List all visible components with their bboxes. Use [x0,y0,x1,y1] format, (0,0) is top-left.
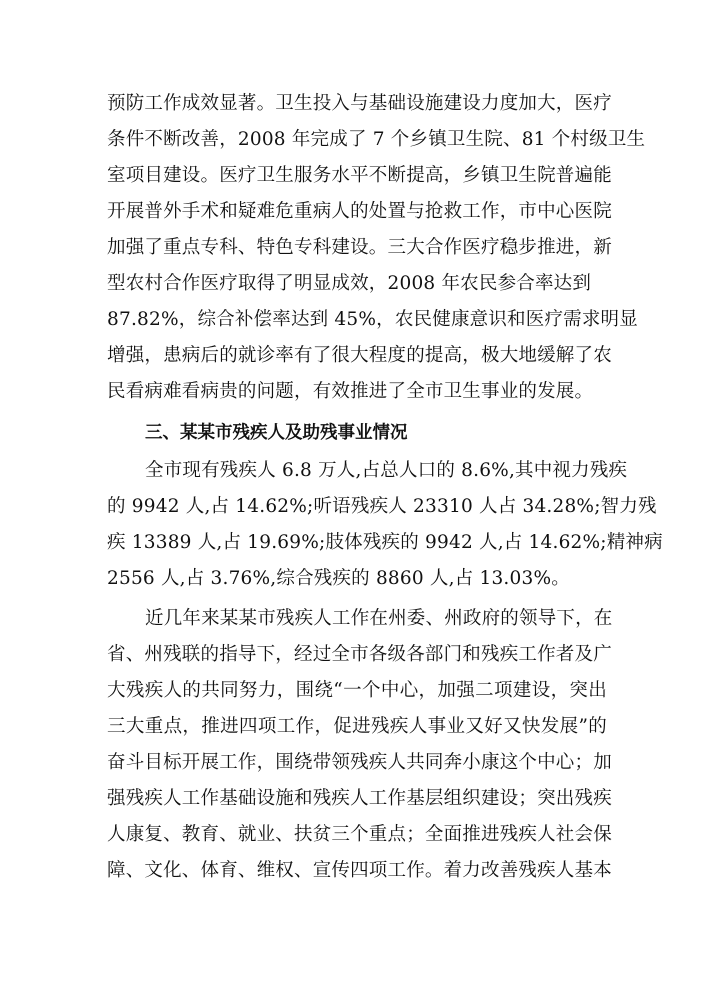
paragraph-1-line: 室项目建设。医疗卫生服务水平不断提高，乡镇卫生院普遍能 [107,165,612,186]
section-heading: 三、某某市残疾人及助残事业情况 [145,423,408,443]
paragraph-3-line: 三大重点，推进四项工作，促进残疾人事业又好又快发展”的 [107,716,607,737]
paragraph-2-line: 的 9942 人,占 14.62%;听语残疾人 23310 人占 34.28%;智力残 [107,496,657,517]
paragraph-3-line: 省、州残联的指导下，经过全市各级各部门和残疾工作者及广 [107,644,612,665]
paragraph-1-line: 条件不断改善，2008 年完成了 7 个乡镇卫生院、81 个村级卫生 [107,129,646,150]
paragraph-1-line: 民看病难看病贵的问题，有效推进了全市卫生事业的发展。 [107,381,594,402]
paragraph-1-line: 加强了重点专科、特色专科建设。三大合作医疗稳步推进，新 [107,237,612,258]
paragraph-2-line: 疾 13389 人,占 19.69%;肢体残疾的 9942 人,占 14.62%;精神病 [107,532,663,553]
paragraph-1-line: 增强，患病后的就诊率有了很大程度的提高，极大地缓解了农 [107,345,612,366]
paragraph-3-line: 人康复、教育、就业、扶贫三个重点；全面推进残疾人社会保 [107,824,612,845]
paragraph-1-line: 预防工作成效显著。卫生投入与基础设施建设力度加大，医疗 [107,93,612,114]
paragraph-1-line: 型农村合作医疗取得了明显成效，2008 年农民参合率达到 [107,273,592,294]
paragraph-1-line: 87.82%，综合补偿率达到 45%，农民健康意识和医疗需求明显 [107,309,638,330]
paragraph-3-line: 障、文化、体育、维权、宣传四项工作。着力改善残疾人基本 [107,860,612,881]
paragraph-3-line: 大残疾人的共同努力，围绕“一个中心，加强二项建设，突出 [107,680,607,701]
paragraph-3-line: 强残疾人工作基础设施和残疾人工作基层组织建设；突出残疾 [107,788,612,809]
paragraph-2-line: 全市现有残疾人 6.8 万人,占总人口的 8.6%,其中视力残疾 [145,460,628,481]
paragraph-2-line: 2556 人,占 3.76%,综合残疾的 8860 人,占 13.03%。 [107,568,570,589]
paragraph-3-line: 奋斗目标开展工作，围绕带领残疾人共同奔小康这个中心；加 [107,752,612,773]
paragraph-3-line: 近几年来某某市残疾人工作在州委、州政府的领导下，在 [145,608,613,629]
paragraph-1-line: 开展普外手术和疑难危重病人的处置与抢救工作，市中心医院 [107,201,612,222]
